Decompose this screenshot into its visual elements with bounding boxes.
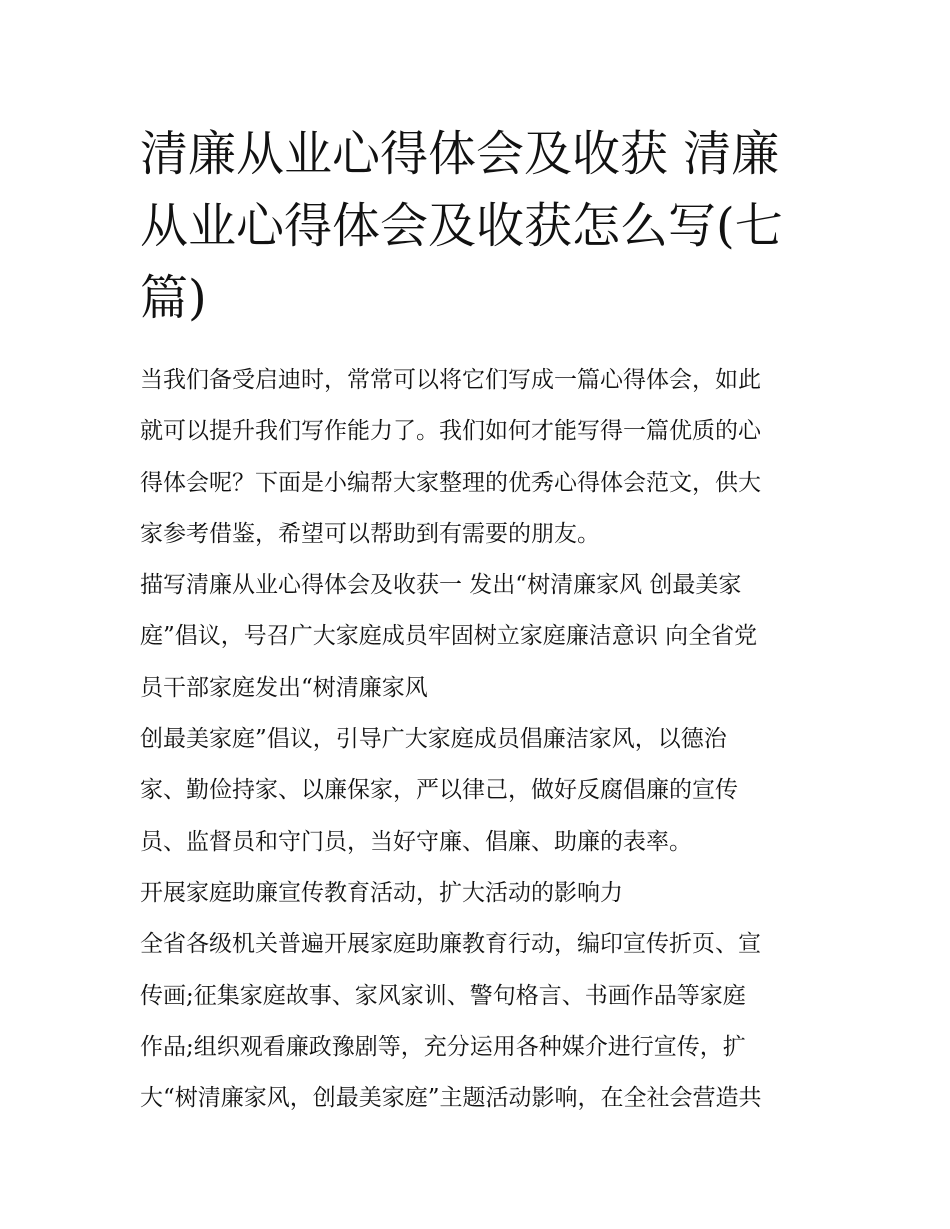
text-line: 家、勤俭持家、以廉保家，严以律己，做好反腐倡廉的宣传 [140,777,738,804]
intro-paragraph [140,355,820,560]
document-title [140,118,820,334]
text-line: 员、监督员和守门员，当好守廉、倡廉、助廉的表率。 [140,828,692,855]
text-line: 家参考借鉴，希望可以帮助到有需要的朋友。 [140,520,600,547]
text-line: 大“树清廉家风，创最美家庭”主题活动影响，在全社会营造共 [140,1085,762,1112]
text-line: 庭”倡议，号召广大家庭成员牢固树立家庭廉洁意识 向全省党 [140,623,758,650]
text-line: 就可以提升我们写作能力了。我们如何才能写得一篇优质的心 [140,418,761,445]
section-one-paragraph [140,560,820,714]
title-line: 篇) [140,270,207,326]
text-line: 得体会呢？下面是小编帮大家整理的优秀心得体会范文，供大 [140,469,761,496]
text-line: 开展家庭助廉宣传教育活动，扩大活动的影响力 [140,879,623,906]
text-line: 描写清廉从业心得体会及收获一 发出“树清廉家风 创最美家 [140,572,742,599]
text-line: 员干部家庭发出“树清廉家风 [140,674,428,701]
text-line: 全省各级机关普遍开展家庭助廉教育行动，编印宣传折页、宣 [140,931,761,958]
initiative-paragraph [140,714,820,868]
text-line: 作品;组织观看廉政豫剧等，充分运用各种媒介进行宣传，扩 [140,1033,746,1060]
title-line: 从业心得体会及收获怎么写(七 [140,198,783,254]
text-line: 创最美家庭”倡议，引导广大家庭成员倡廉洁家风，以德治 [140,726,727,753]
text-line: 当我们备受启迪时，常常可以将它们写成一篇心得体会，如此 [140,367,761,393]
text-line: 传画;征集家庭故事、家风家训、警句格言、书画作品等家庭 [140,982,746,1009]
activities-paragraph [140,919,820,1124]
title-line: 清廉从业心得体会及收获 清廉 [140,126,780,182]
subheading-paragraph [140,868,820,919]
document-body [140,355,820,1124]
